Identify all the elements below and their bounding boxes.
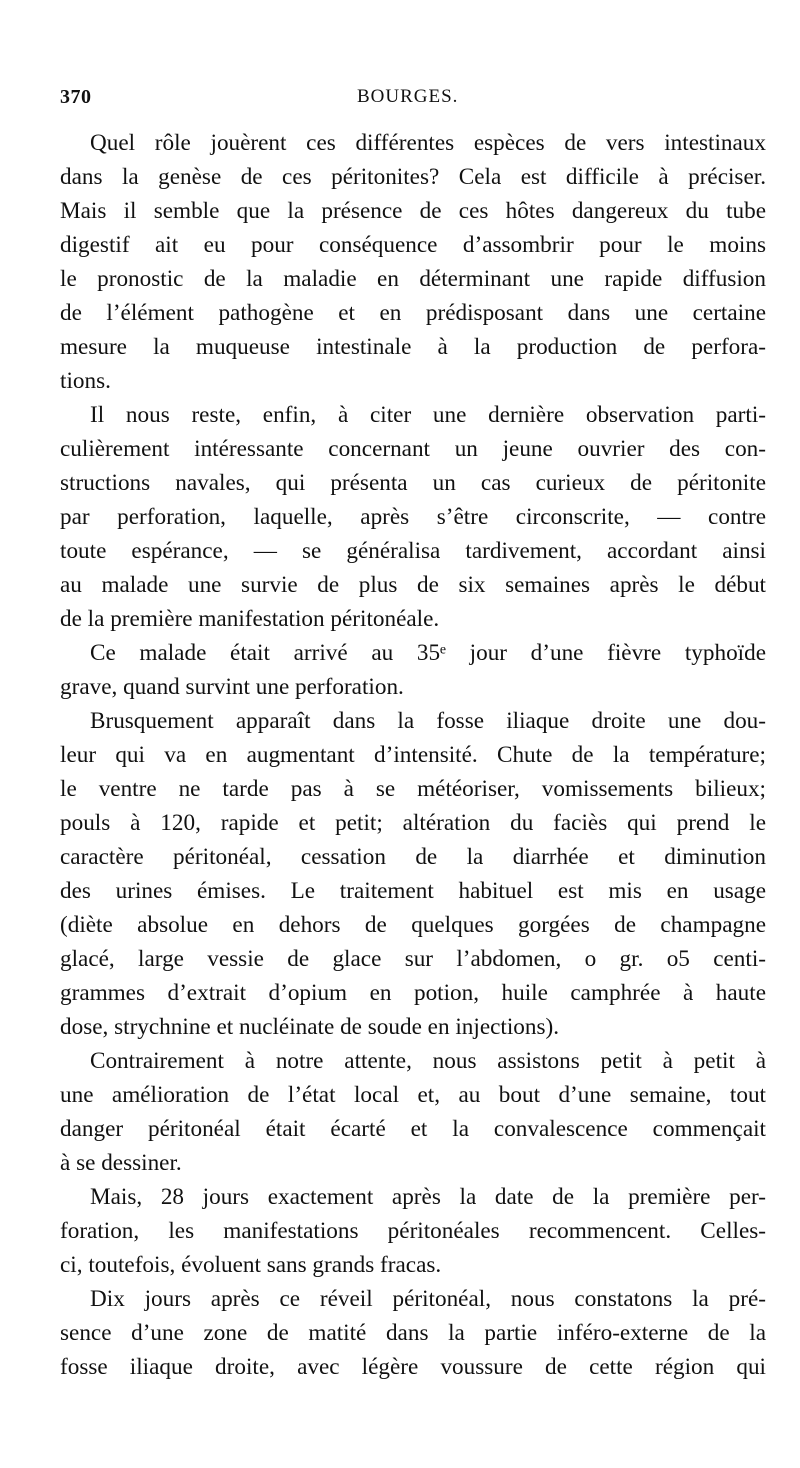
text-line: une amélioration de l’état local et, au bout d’une semaine, tout xyxy=(60,1082,766,1108)
text-line: digestif ait eu pour conséquence d’assombrir pour le moins xyxy=(60,232,766,258)
text-line: Ce malade était arrivé au 35ᵉ jour d’une fièvre typhoïde xyxy=(90,640,766,666)
text-line: fosse iliaque droite, avec légère voussure de cette région qui xyxy=(60,1354,766,1380)
text-line: le pronostic de la maladie en déterminant une rapide diffusion xyxy=(60,266,766,292)
text-line: par perforation, laquelle, après s’être circonscrite, — contre xyxy=(60,504,766,530)
text-line: grave, quand survint une perforation. xyxy=(60,674,404,700)
paragraph xyxy=(60,636,766,704)
text-line: Mais il semble que la présence de ces hôtes dangereux du tube xyxy=(60,198,766,224)
text-line: des urines émises. Le traitement habituel est mis en usage xyxy=(60,878,766,904)
text-line: ci, toutefois, évoluent sans grands fracas. xyxy=(60,1252,442,1278)
text-line: au malade une survie de plus de six semaines après le début xyxy=(60,572,766,598)
text-line: Quel rôle jouèrent ces différentes espèces de vers intestinaux xyxy=(90,130,766,156)
text-line: Dix jours après ce réveil péritonéal, nous constatons la pré- xyxy=(90,1286,766,1312)
text-line: Mais, 28 jours exactement après la date de la première per- xyxy=(90,1184,766,1210)
text-line: Il nous reste, enfin, à citer une dernière observation parti- xyxy=(90,402,766,428)
paragraph xyxy=(60,126,766,398)
text-line: foration, les manifestations péritonéales recommencent. Celles- xyxy=(60,1218,766,1244)
text-line: danger péritonéal était écarté et la convalescence commençait xyxy=(60,1116,766,1142)
text-line: mesure la muqueuse intestinale à la production de perfora- xyxy=(60,334,766,360)
text-line: le ventre ne tarde pas à se météoriser, vomissements bilieux; xyxy=(60,776,766,802)
running-head: BOURGES. xyxy=(357,86,459,107)
text-line: pouls à 120, rapide et petit; altération du faciès qui prend le xyxy=(60,810,766,836)
text-line: toute espérance, — se généralisa tardivement, accordant ainsi xyxy=(60,538,766,564)
text-line: à se dessiner. xyxy=(60,1150,182,1176)
text-line: (diète absolue en dehors de quelques gorgées de champagne xyxy=(60,912,766,938)
text-line: de l’élément pathogène et en prédisposant dans une certaine xyxy=(60,300,766,326)
text-line: dans la genèse de ces péritonites? Cela est difficile à préciser. xyxy=(60,164,766,190)
text-line: sence d’une zone de matité dans la partie inféro-externe de la xyxy=(60,1320,766,1346)
paragraph xyxy=(60,1180,766,1282)
text-line: culièrement intéressante concernant un jeune ouvrier des con- xyxy=(60,436,766,462)
paragraph xyxy=(60,398,766,636)
body-text xyxy=(60,126,766,1384)
text-line: leur qui va en augmentant d’intensité. Chute de la température; xyxy=(60,742,766,768)
text-line: glacé, large vessie de glace sur l’abdomen, o gr. o5 centi- xyxy=(60,946,766,972)
text-line: de la première manifestation péritonéale. xyxy=(60,606,440,632)
page-header xyxy=(60,86,760,116)
page-number: 370 xyxy=(60,86,92,108)
text-line: Contrairement à notre attente, nous assistons petit à petit à xyxy=(90,1048,766,1074)
text-line: Brusquement apparaît dans la fosse iliaque droite une dou- xyxy=(90,708,766,734)
paragraph xyxy=(60,1044,766,1180)
paragraph xyxy=(60,704,766,1044)
text-line: dose, strychnine et nucléinate de soude en injections). xyxy=(60,1014,560,1040)
paragraph xyxy=(60,1282,766,1384)
text-line: tions. xyxy=(60,368,111,394)
text-line: grammes d’extrait d’opium en potion, huile camphrée à haute xyxy=(60,980,766,1006)
text-line: structions navales, qui présenta un cas curieux de péritonite xyxy=(60,470,766,496)
text-line: caractère péritonéal, cessation de la diarrhée et diminution xyxy=(60,844,766,870)
